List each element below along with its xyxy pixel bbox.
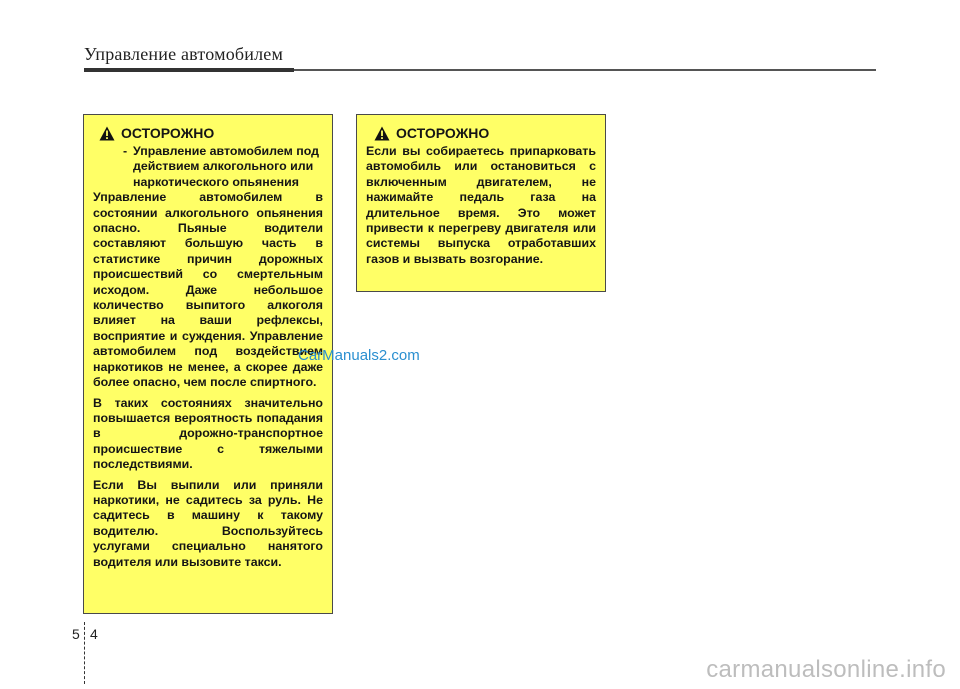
header-rule-accent (84, 68, 294, 72)
warning-paragraph: Управление автомобилем в состоянии алкогольного опьянения опасно. Пьяные водители составляют большую часть в статистике причин дорожных происшествий со смертельным исходом. Даже небольшое количество выпитого алкоголя влияет на ваши рефлексы, восприятие и суждения. Управление автомобилем под воздействием наркотиков не менее, а скорее даже более опасно, чем после спиртного. (93, 190, 323, 390)
warning-heading (366, 123, 596, 143)
warning-triangle-icon (374, 126, 390, 141)
warning-triangle-icon (99, 126, 115, 141)
watermark-link[interactable]: CarManuals2.com (298, 347, 420, 364)
page-header-title: Управление автомобилем (84, 44, 284, 64)
page-number: 4 (90, 626, 98, 642)
page-number-divider (84, 622, 85, 684)
bullet-dash: - (123, 144, 128, 158)
warning-box-parking-idle (356, 114, 606, 292)
warning-box-drunk-driving (83, 114, 333, 614)
warning-paragraph: Если Вы выпили или приняли наркотики, не садитесь за руль. Не садитесь в машину к такому водителю. Воспользуйтесь услугами специально нанятого водителя или вызовите такси. (93, 477, 323, 569)
warning-bullet-text: Управление автомобилем под действием алкогольного или наркотического опьянения (133, 144, 319, 189)
warning-heading (93, 123, 323, 143)
warning-bullet (93, 144, 323, 190)
page-section-number: 5 (72, 626, 80, 642)
warning-heading-text: ОСТОРОЖНО (396, 125, 490, 141)
footer-site-watermark[interactable]: carmanualsonline.info (706, 656, 946, 683)
warning-heading-text: ОСТОРОЖНО (121, 125, 215, 141)
warning-paragraph: В таких состояниях значительно повышается вероятность попадания в дорожно-транспортное происшествие с тяжелыми последствиями. (93, 395, 323, 472)
warning-paragraph: Если вы собираетесь припарковать автомобиль или остановиться с включенным двигателем, не нажимайте педаль газа на длительное время. Это может привести к перегреву двигателя или системы выпуска отработавших газов и вызвать возгорание. (366, 144, 596, 266)
